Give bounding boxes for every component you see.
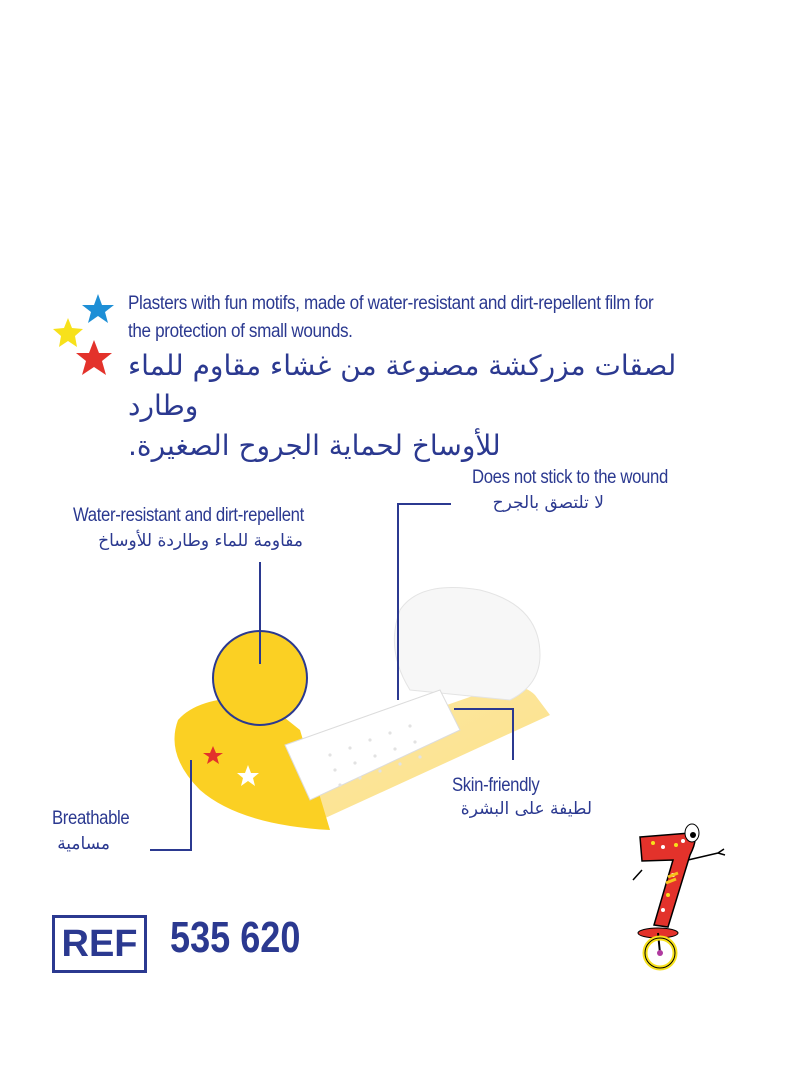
intro-line-2: the protection of small wounds. <box>128 321 353 342</box>
feature-breathable <box>52 808 140 854</box>
feature-label-ar: لا تلتصق بالجرح <box>492 493 604 513</box>
callout-line-no-stick-h <box>397 503 451 505</box>
callout-line-water-resistant <box>259 562 261 664</box>
decorative-stars <box>48 290 128 380</box>
red-star-icon <box>76 340 112 375</box>
feature-label-ar: مقاومة للماء وطاردة للأوساخ <box>98 531 303 551</box>
feature-label-en: Breathable <box>52 808 130 829</box>
feature-label-en: Does not stick to the wound <box>472 467 668 488</box>
feature-label-en: Water-resistant and dirt-repellent <box>73 505 304 526</box>
callout-line-breathable-v <box>190 760 192 850</box>
callout-line-skin-h <box>454 708 514 710</box>
feature-label-en: Skin-friendly <box>452 775 540 796</box>
intro-description-en <box>128 290 704 346</box>
intro-description-ar <box>128 346 688 466</box>
callout-line-no-stick-v <box>397 503 399 700</box>
callout-line-breathable-h <box>150 849 192 851</box>
ref-label-box <box>52 915 147 973</box>
feature-water-resistant <box>73 505 335 551</box>
ref-number: 535 620 <box>170 913 301 962</box>
callout-line-skin-v <box>512 708 514 760</box>
yellow-star-icon <box>53 318 83 347</box>
intro-line-1-ar: لصقات مزركشة مصنوعة من غشاء مقاوم للماء وطارد <box>128 349 677 422</box>
ref-label: REF <box>61 922 138 965</box>
feature-no-stick <box>472 467 695 513</box>
intro-line-1: Plasters with fun motifs, made of water-resistant and dirt-repellent film for <box>128 293 654 314</box>
feature-skin-friendly <box>452 775 592 819</box>
mascot-seven-unicycle-icon <box>628 815 738 975</box>
feature-label-ar: لطيفة على البشرة <box>460 799 592 819</box>
intro-line-2-ar: للأوساخ لحماية الجروح الصغيرة. <box>128 429 501 462</box>
feature-label-ar: مسامية <box>57 834 110 854</box>
blue-star-icon <box>82 294 114 323</box>
